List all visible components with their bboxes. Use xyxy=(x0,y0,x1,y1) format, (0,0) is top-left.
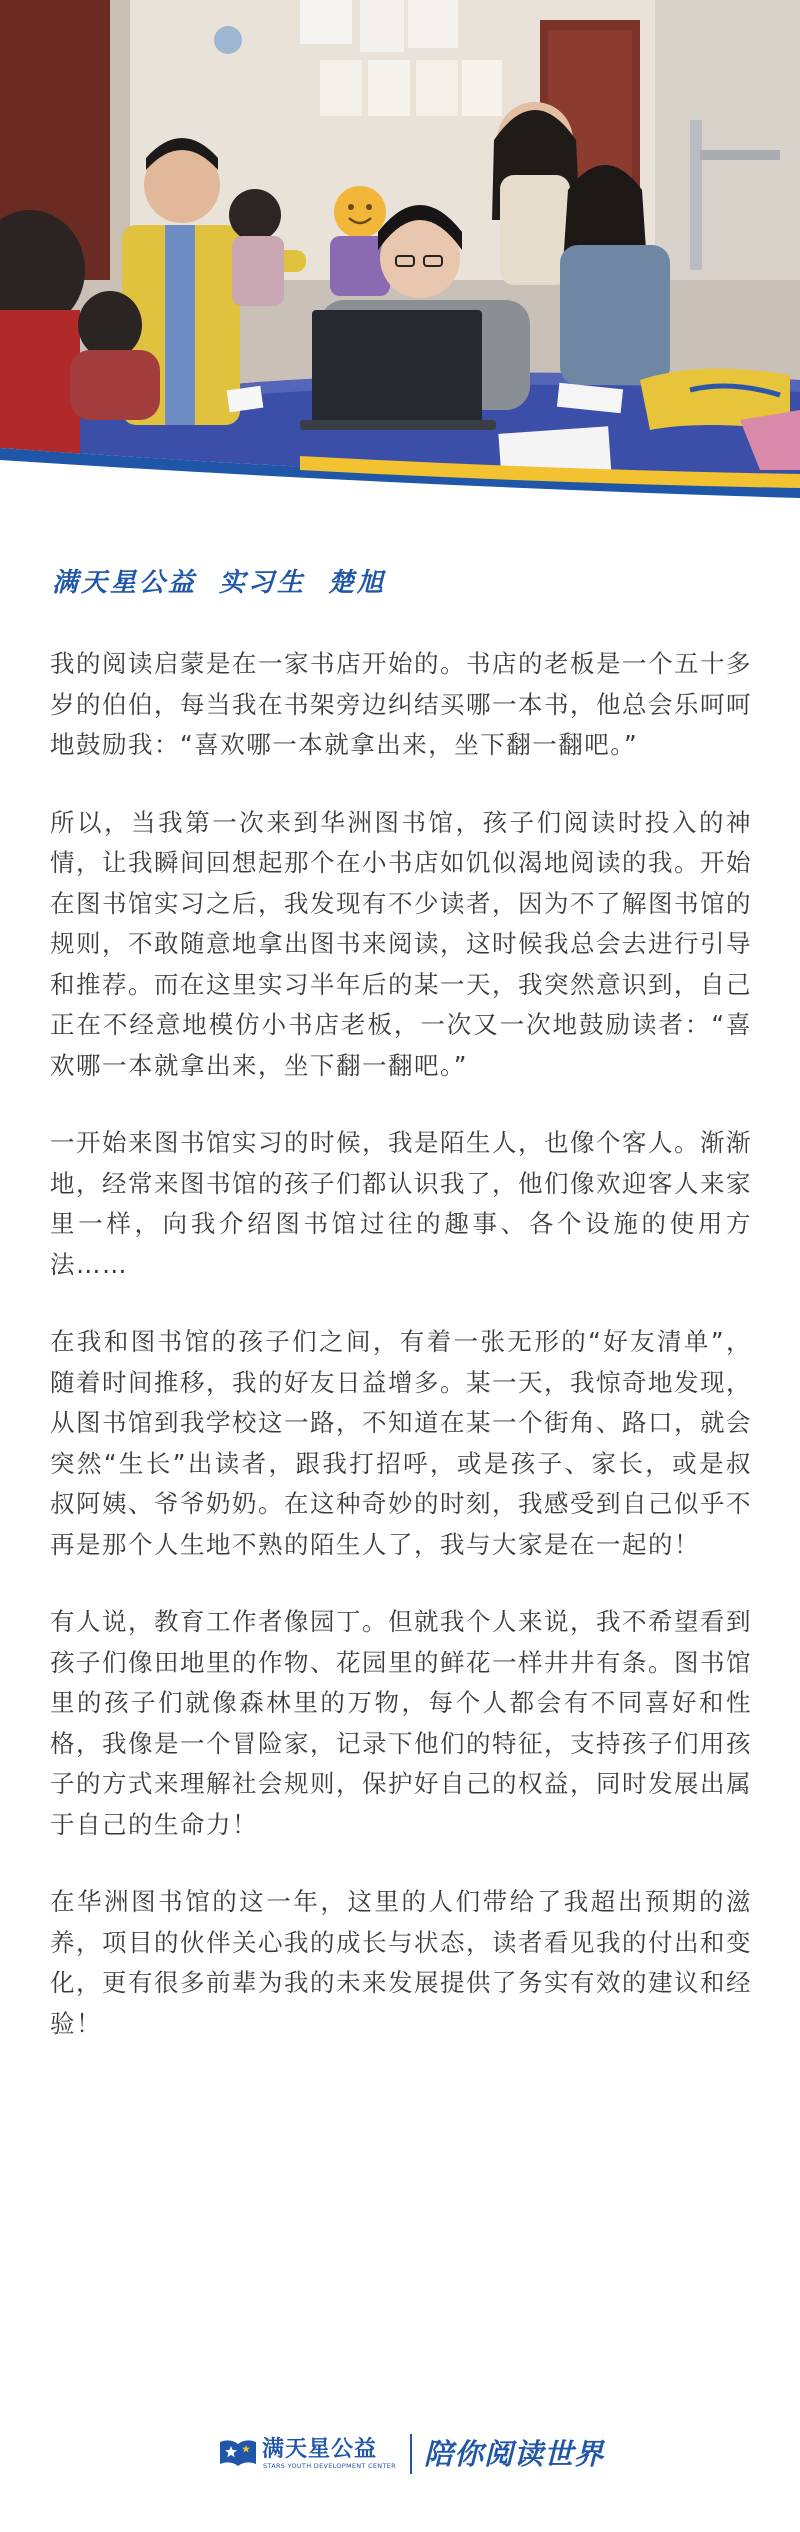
byline-org: 满天星公益 xyxy=(52,568,198,598)
byline-name: 楚旭 xyxy=(328,568,387,598)
paragraph-4: 在我和图书馆的孩子们之间，有着一张无形的“好友清单”，随着时间推移，我的好友日益增多。某一天，我惊奇地发现，从图书馆到我学校这一路，不知道在某一个街角、路口，就会突然“生长”出读者，跟我打招呼，或是孩子、家长，或是叔叔阿姨、爷爷奶奶。在这种奇妙的时刻，我感受到自己似乎不再是那个人生地不熟的陌生人了，我与大家是在一起的！ xyxy=(50,1327,752,1559)
footer xyxy=(0,2420,800,2490)
logo-english-name: STARS YOUTH DEVELOPMENT CENTER xyxy=(263,2462,396,2470)
article-body xyxy=(50,644,752,2081)
byline-role: 实习生 xyxy=(219,568,307,598)
paragraph-5: 有人说，教育工作者像园丁。但就我个人来说，我不希望看到孩子们像田地里的作物、花园里的鲜花一样井井有条。图书馆里的孩子们就像森林里的万物，每个人都会有不同喜好和性格，我像是一个冒险家，记录下他们的特征，支持孩子们用孩子的方式来理解社会规则，保护好自己的权益，同时发展出属于自己的生命力！ xyxy=(50,1607,752,1839)
paragraph-1: 我的阅读启蒙是在一家书店开始的。书店的老板是一个五十多岁的伯伯，每当我在书架旁边纠结买哪一本书，他总会乐呵呵地鼓励我：“喜欢哪一本就拿出来，坐下翻一翻吧。” xyxy=(50,649,752,759)
logo-chinese-name: 满天星公益 xyxy=(262,2437,378,2462)
paragraph-2: 所以，当我第一次来到华洲图书馆，孩子们阅读时投入的神情，让我瞬间回想起那个在小书店如饥似渴地阅读的我。开始在图书馆实习之后，我发现有不少读者，因为不了解图书馆的规则，不敢随意地拿出图书来阅读，这时候我总会去进行引导和推荐。而在这里实习半年后的某一天，我突然意识到，自己正在不经意地模仿小书店老板，一次又一次地鼓励读者：“喜欢哪一本就拿出来，坐下翻一翻吧。” xyxy=(50,807,752,1080)
paragraph-3: 一开始来图书馆实习的时候，我是陌生人，也像个客人。渐渐地，经常来图书馆的孩子们都认识我了，他们像欢迎客人来家里一样，向我介绍图书馆过往的趣事、各个设施的使用方法…… xyxy=(50,1128,752,1279)
star-book-icon xyxy=(218,2436,258,2468)
slogan: 陪你阅读世界 xyxy=(424,2437,605,2471)
author-byline xyxy=(52,562,408,599)
footer-divider xyxy=(410,2434,412,2474)
hero-photo xyxy=(0,0,800,520)
paragraph-6: 在华洲图书馆的这一年，这里的人们带给了我超出预期的滋养，项目的伙伴关心我的成长与状态，读者看见我的付出和变化，更有很多前辈为我的未来发展提供了务实有效的建议和经验！ xyxy=(50,1887,752,2038)
org-logo xyxy=(218,2430,398,2476)
